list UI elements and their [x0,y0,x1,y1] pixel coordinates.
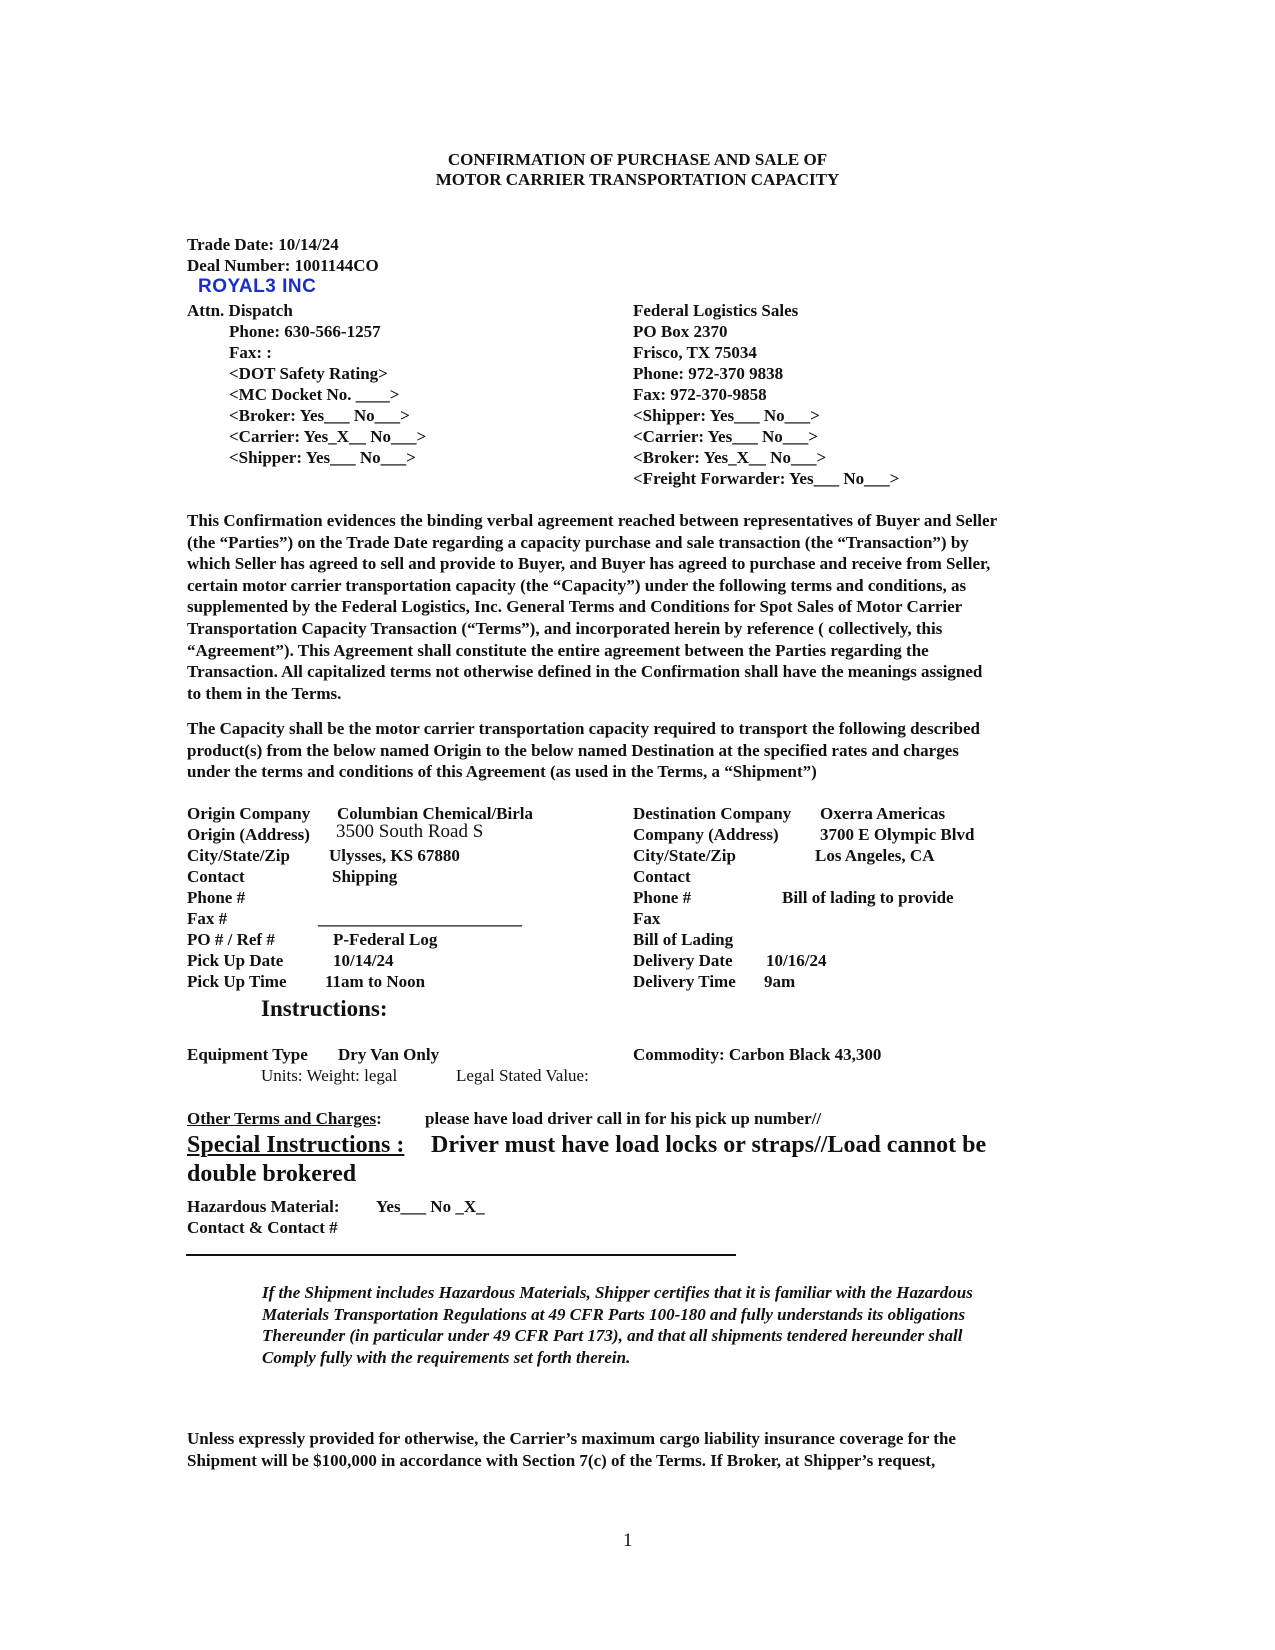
paragraph-line: product(s) from the below named Origin to the below named Destination at the specified rates and charges [187,740,959,760]
origin-fax-label: Fax # [187,909,228,928]
delivery-time-label: Delivery Time [633,972,736,991]
liability-paragraph [187,1428,1087,1471]
pickup-time-label: Pick Up Time [187,972,287,991]
destination-city-label: City/State/Zip [633,846,736,865]
equipment-type-label: Equipment Type [187,1045,308,1064]
page-number: 1 [623,1530,633,1551]
hazmat-notice [262,1282,1062,1368]
buyer-phone: Phone: 630-566-1257 [229,322,381,341]
origin-contact-label: Contact [187,867,245,886]
origin-city-label: City/State/Zip [187,846,290,865]
seller-fax: Fax: 972-370-9858 [633,385,767,404]
origin-po-label: PO # / Ref # [187,930,275,949]
hazmat-contact-label: Contact & Contact # [187,1218,338,1237]
destination-company-value: Oxerra Americas [820,804,946,823]
seller-name: Federal Logistics Sales [633,301,799,320]
company-name: ROYAL3 INC [198,276,317,297]
destination-address-value: 3700 E Olympic Blvd [820,825,975,844]
equipment-type-value: Dry Van Only [338,1045,440,1064]
pickup-date-label: Pick Up Date [187,951,284,970]
notice-line: If the Shipment includes Hazardous Materials, Shipper certifies that it is familiar with the Hazardous [262,1283,973,1302]
agreement-paragraph [187,510,1087,704]
hazardous-material-label: Hazardous Material: [187,1197,340,1216]
document-title-line2: MOTOR CARRIER TRANSPORTATION CAPACITY [435,170,840,189]
signature-line [186,1254,736,1256]
paragraph-line: Transportation Capacity Transaction (“Terms”), and incorporated herein by reference ( collectively, this [187,618,943,638]
paragraph-line: (the “Parties”) on the Trade Date regarding a capacity purchase and sale transaction (the “Transaction”) by [187,532,969,552]
paragraph-line: Shipment will be $100,000 in accordance with Section 7(c) of the Terms. If Broker, at Shipper’s request, [187,1450,936,1470]
pickup-time-value: 11am to Noon [325,972,426,991]
other-terms-label-text: Other Terms and Charges [187,1109,377,1128]
origin-fax-value: ________________________ [318,909,522,928]
special-instructions-value: Driver must have load locks or straps//Load cannot be [431,1132,987,1158]
paragraph-line: supplemented by the Federal Logistics, Inc. General Terms and Conditions for Spot Sales of Motor Carrier [187,597,963,617]
destination-contact-label: Contact [633,867,691,886]
seller-phone: Phone: 972-370 9838 [633,364,784,383]
other-terms-colon: : [376,1109,382,1128]
buyer-broker: <Broker: Yes___ No___> [229,406,410,425]
units-weight: Units: Weight: legal [261,1066,398,1085]
seller-shipper: <Shipper: Yes___ No___> [633,406,820,425]
hazardous-material-value: Yes___ No _X_ [376,1197,485,1216]
destination-address-label: Company (Address) [633,825,779,844]
trade-date: Trade Date: 10/14/24 [187,235,339,254]
paragraph-line: The Capacity shall be the motor carrier transportation capacity required to transport the following described [187,719,980,738]
destination-phone-label: Phone # [633,888,692,907]
buyer-attn: Attn. Dispatch [187,301,293,320]
paragraph-line: under the terms and conditions of this Agreement (as used in the Terms, a “Shipment”) [187,762,817,782]
paragraph-line: which Seller has agreed to sell and provide to Buyer, and Buyer has agreed to purchase and receive from Seller, [187,554,991,574]
destination-company-label: Destination Company [633,804,792,823]
other-terms-value: please have load driver call in for his pick up number// [425,1109,822,1128]
delivery-date-value: 10/16/24 [766,951,827,970]
notice-line: Materials Transportation Regulations at 49 CFR Parts 100-180 and fully understands its obligations [262,1304,966,1324]
capacity-paragraph [187,718,1087,783]
buyer-fax: Fax: : [229,343,272,362]
paragraph-line: to them in the Terms. [187,683,342,703]
buyer-carrier: <Carrier: Yes_X__ No___> [229,427,427,446]
delivery-time-value: 9am [764,972,796,991]
seller-city: Frisco, TX 75034 [633,343,757,362]
notice-line: Thereunder (in particular under 49 CFR Part 173), and that all shipments tendered hereunder shall [262,1326,963,1346]
instructions-heading: Instructions: [261,996,388,1021]
paragraph-line: This Confirmation evidences the binding verbal agreement reached between representatives of Buyer and Seller [187,511,998,530]
seller-broker: <Broker: Yes_X__ No___> [633,448,827,467]
buyer-dot-rating: <DOT Safety Rating> [229,364,388,383]
bill-of-lading-label: Bill of Lading [633,930,734,949]
origin-city-value: Ulysses, KS 67880 [329,846,460,865]
document-title-line1: CONFIRMATION OF PURCHASE AND SALE OF [447,150,828,169]
destination-city-value: Los Angeles, CA [815,846,935,865]
destination-phone-value: Bill of lading to provide [782,888,954,907]
notice-line: Comply fully with the requirements set forth therein. [262,1347,631,1367]
origin-company-label: Origin Company [187,804,311,823]
origin-po-value: P-Federal Log [333,930,438,949]
buyer-mc-docket: <MC Docket No. ____> [229,385,400,404]
origin-contact-value: Shipping [332,867,398,886]
other-terms-label [187,1108,382,1129]
seller-po-box: PO Box 2370 [633,322,728,341]
commodity: Commodity: Carbon Black 43,300 [633,1045,882,1064]
pickup-date-value: 10/14/24 [333,951,394,970]
paragraph-line: Unless expressly provided for otherwise, the Carrier’s maximum cargo liability insurance coverage for the [187,1429,956,1448]
origin-phone-label: Phone # [187,888,246,907]
special-instructions-label: Special Instructions : [187,1132,405,1158]
delivery-date-label: Delivery Date [633,951,733,970]
legal-stated-value: Legal Stated Value: [456,1066,589,1085]
destination-fax-label: Fax [633,909,661,928]
origin-address-value: 3500 South Road S [336,821,484,842]
paragraph-line: certain motor carrier transportation capacity (the “Capacity”) under the following terms and conditions, as [187,575,967,595]
origin-company-value: Columbian Chemical/Birla [337,804,533,823]
seller-freight-forwarder: <Freight Forwarder: Yes___ No___> [633,469,900,488]
seller-carrier: <Carrier: Yes___ No___> [633,427,818,446]
paragraph-line: Transaction. All capitalized terms not otherwise defined in the Confirmation shall have the meanings assigned [187,662,983,682]
origin-address-label: Origin (Address) [187,825,310,844]
special-instructions-value-cont: double brokered [187,1161,357,1187]
buyer-shipper: <Shipper: Yes___ No___> [229,448,416,467]
paragraph-line: “Agreement”). This Agreement shall constitute the entire agreement between the Parties regarding the [187,640,929,660]
deal-number: Deal Number: 1001144CO [187,256,379,275]
